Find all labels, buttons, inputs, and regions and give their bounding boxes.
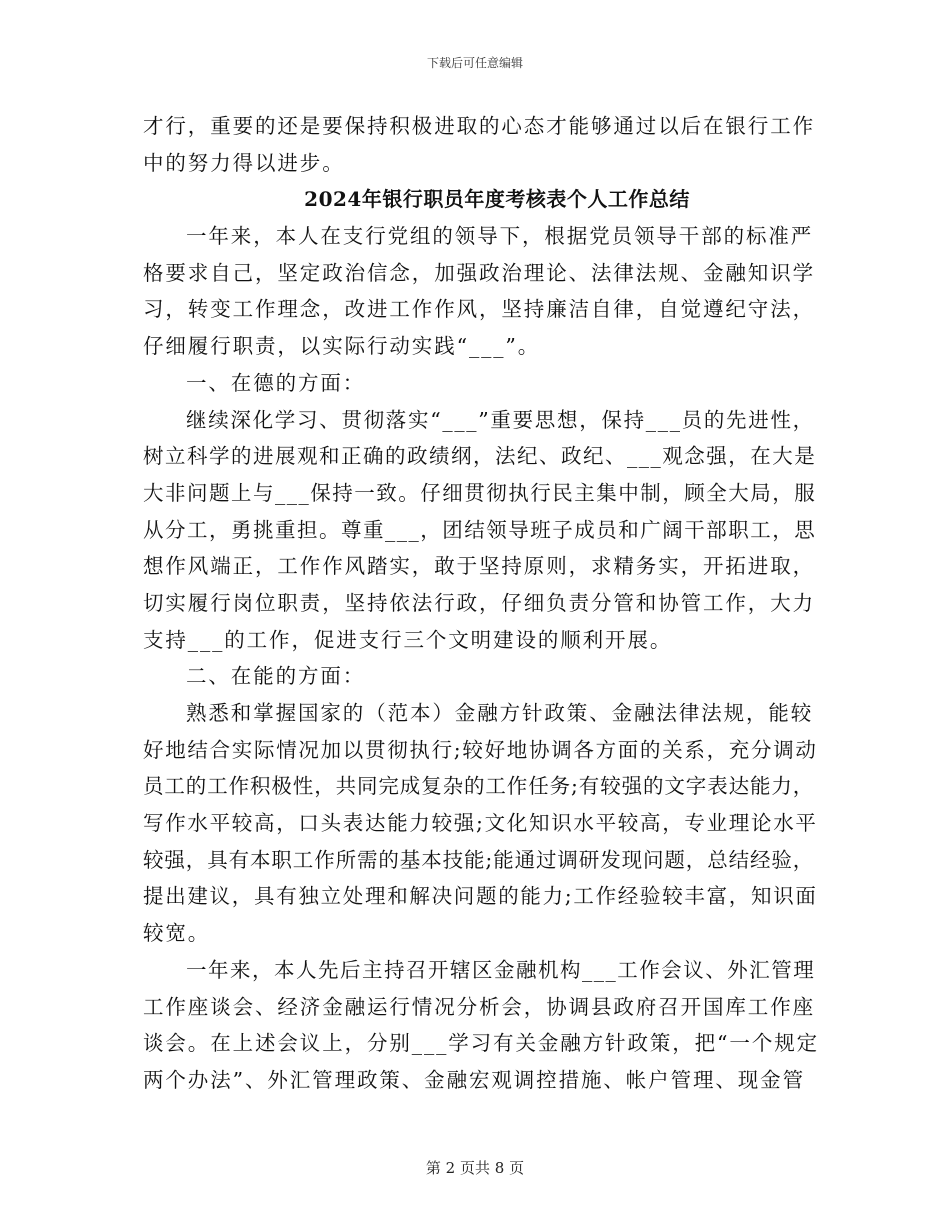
body-text-line: 一年来，本人在支行党组的领导下，根据党员领导干部的标准严 [186,224,814,249]
body-text-line: 较宽。 [143,921,211,946]
body-text-line: 仔细履行职责，以实际行动实践“___”。 [143,334,541,359]
body-text-line: 才行，重要的还是要保持积极进取的心态才能够通过以后在银行工作 [143,114,815,138]
body-text-line: 好地结合实际情况加以贯彻执行;较好地协调各方面的关系，充分调动 [143,737,818,762]
body-text-line: 切实履行岗位职责，坚持依法行政，仔细负责分管和协管工作，大力 [143,590,815,615]
body-text-line: 支持___的工作，促进支行三个文明建设的顺利开展。 [143,627,673,652]
body-text-line: 熟悉和掌握国家的（范本）金融方针政策、金融法律法规，能较 [186,701,814,725]
body-text-line: 格要求自己，坚定政治信念，加强政治理论、法律法规、金融知识学 [143,260,815,285]
body-text-line: 写作水平较高，口头表达能力较强;文化知识水平较高，专业理论水平 [143,811,818,836]
body-text-line: 从分工，勇挑重担。尊重___，团结领导班子成员和广阔干部职工，思 [143,517,817,542]
body-text-line: 一、在德的方面： [186,370,366,395]
body-text-line: 中的努力得以进步。 [143,150,345,175]
body-text-line: 二、在能的方面： [186,664,366,689]
section-title: 2024年银行职员年度考核表个人工作总结 [304,187,690,212]
body-text-line: 继续深化学习、贯彻落实“___”重要思想，保持___员的先进性， [186,407,815,432]
body-text-line: 一年来，本人先后主持召开辖区金融机构___工作会议、外汇管理 [186,957,816,982]
body-text-line: 习，转变工作理念，改进工作作风，坚持廉洁自律，自觉遵纪守法， [143,297,815,322]
body-text-line: 提出建议，具有独立处理和解决问题的能力;工作经验较丰富，知识面 [143,884,818,909]
body-text-line: 员工的工作积极性，共同完成复杂的工作任务;有较强的文字表达能力， [143,774,815,799]
body-text-line: 谈会。在上述会议上，分别___学习有关金融方针政策，把“一个规定 [143,1031,820,1056]
body-text-line: 工作座谈会、经济金融运行情况分析会，协调县政府召开国库工作座 [143,994,815,1019]
page-footer: 第 2 页共 8 页 [425,1159,525,1177]
page-header: 下载后可任意编辑 [426,56,523,70]
body-text-line: 想作风端正，工作作风踏实，敢于坚持原则，求精务实，开拓进取， [143,554,815,579]
body-text-line: 两个办法”、外汇管理政策、金融宏观调控措施、帐户管理、现金管 [143,1067,805,1092]
body-text-line: 大非问题上与___保持一致。仔细贯彻执行民主集中制，顾全大局，服 [143,480,817,505]
body-text-line: 树立科学的进展观和正确的政绩纲，法纪、政纪、___观念强，在大是 [143,444,817,469]
body-text-line: 较强，具有本职工作所需的基本技能;能通过调研发现问题，总结经验， [143,847,815,872]
document-body [143,108,820,1099]
